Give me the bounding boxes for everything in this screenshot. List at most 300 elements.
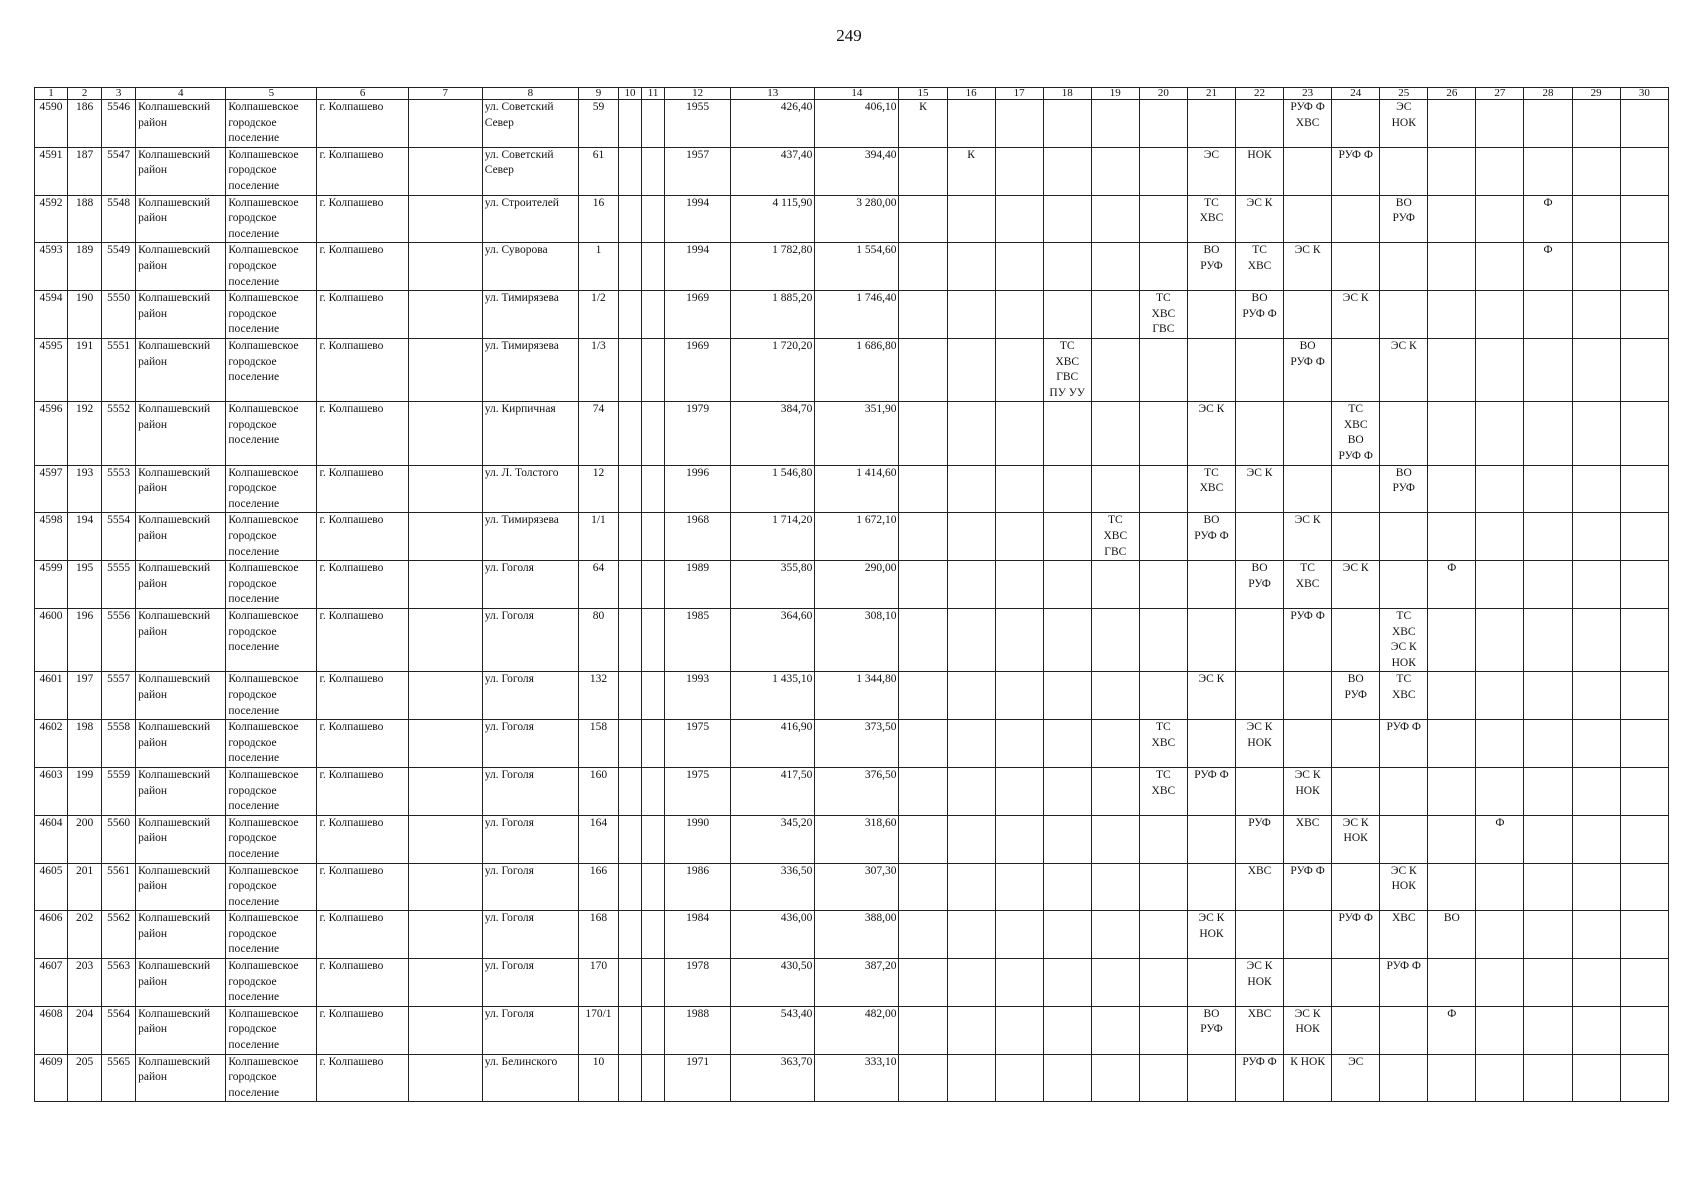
table-cell: ЭС НОК [1380,100,1428,148]
table-cell: ЭС [1187,147,1235,195]
table-cell [642,561,665,609]
column-number: 4 [136,88,226,100]
table-cell [1524,402,1572,465]
table-cell [1572,195,1620,243]
table-cell: 1 672,10 [815,513,899,561]
table-cell: Колпашевский район [136,243,226,291]
table-cell: ул. Строителей [482,195,578,243]
table-cell: 205 [68,1054,102,1102]
table-cell: 194 [68,513,102,561]
table-cell: ЭС К [1284,243,1332,291]
table-cell: ВО РУФ [1332,672,1380,720]
table-cell [1620,1054,1668,1102]
table-cell: 387,20 [815,959,899,1007]
table-cell [899,1054,947,1102]
table-cell [1380,513,1428,561]
table-cell: ул. Тимирязева [482,338,578,401]
table-cell [1476,720,1524,768]
header-row [35,88,1669,100]
table-cell [1572,561,1620,609]
table-cell: 5552 [102,402,136,465]
table-cell [947,291,995,339]
table-cell: Ф [1428,1006,1476,1054]
table-cell: 170 [578,959,618,1007]
table-row [35,767,1669,815]
table-cell: Колпашевский район [136,911,226,959]
table-cell: 197 [68,672,102,720]
table-cell [995,100,1043,148]
table-cell: ул. Кирпичная [482,402,578,465]
table-cell: ул. Советский Север [482,147,578,195]
table-cell: 5565 [102,1054,136,1102]
table-cell [1476,672,1524,720]
table-cell [642,1006,665,1054]
table-cell: 5555 [102,561,136,609]
table-cell [1524,959,1572,1007]
page-number: 249 [836,26,862,45]
table-cell [1091,1006,1139,1054]
table-cell [947,513,995,561]
table-cell: 4607 [35,959,68,1007]
table-cell: г. Колпашево [317,561,408,609]
table-cell [1572,291,1620,339]
table-cell [1428,720,1476,768]
table-cell: 4590 [35,100,68,148]
table-cell [1236,767,1284,815]
table-cell: Колпашевский район [136,720,226,768]
table-cell [1236,338,1284,401]
table-cell [1139,1006,1187,1054]
column-number: 27 [1476,88,1524,100]
table-cell [1572,402,1620,465]
table-cell [408,402,482,465]
table-cell: 186 [68,100,102,148]
table-cell: ул. Гоголя [482,911,578,959]
column-number: 17 [995,88,1043,100]
table-cell: К [947,147,995,195]
table-row [35,720,1669,768]
table-cell [1139,911,1187,959]
table-cell [899,195,947,243]
table-row [35,561,1669,609]
table-cell: РУФ Ф [1380,959,1428,1007]
table-cell [899,338,947,401]
table-cell: 5553 [102,465,136,513]
table-cell [1139,147,1187,195]
table-cell [1476,863,1524,911]
table-cell: ЭС К [1284,513,1332,561]
table-cell [899,243,947,291]
table-cell [947,195,995,243]
table-cell [899,767,947,815]
table-cell: 336,50 [731,863,815,911]
table-cell [1187,863,1235,911]
table-cell: ВО РУФ [1380,195,1428,243]
table-cell [1236,100,1284,148]
table-cell: 4597 [35,465,68,513]
table-cell: 1 746,40 [815,291,899,339]
table-cell [1428,147,1476,195]
table-row [35,672,1669,720]
table-cell [947,402,995,465]
table-cell: ВО [1428,911,1476,959]
table-cell: 5563 [102,959,136,1007]
table-cell [1620,402,1668,465]
table-cell: 12 [578,465,618,513]
column-number: 13 [731,88,815,100]
table-cell [899,815,947,863]
table-cell [1524,672,1572,720]
table-cell [899,513,947,561]
table-cell [1332,863,1380,911]
table-cell: 5562 [102,911,136,959]
table-cell [1284,720,1332,768]
table-row [35,243,1669,291]
table-cell: 64 [578,561,618,609]
table-cell: 437,40 [731,147,815,195]
table-cell: 4603 [35,767,68,815]
table-cell [947,465,995,513]
table-cell: ТС ХВС [1139,720,1187,768]
table-row [35,863,1669,911]
column-number: 12 [665,88,731,100]
column-number: 26 [1428,88,1476,100]
table-cell: ул. Тимирязева [482,291,578,339]
table-cell: 4609 [35,1054,68,1102]
table-cell: 5548 [102,195,136,243]
table-cell [1332,767,1380,815]
table-cell [1620,100,1668,148]
table-cell: Колпашевское городское поселение [226,291,317,339]
table-cell [1139,672,1187,720]
table-cell [1332,1006,1380,1054]
table-cell [1476,243,1524,291]
table-cell [1620,767,1668,815]
table-cell [1043,863,1091,911]
table-cell: ЭС [1332,1054,1380,1102]
table-cell: 388,00 [815,911,899,959]
table-cell: 1994 [665,243,731,291]
table-cell [1380,147,1428,195]
table-cell [642,100,665,148]
table-cell [619,243,642,291]
table-cell: Колпашевское городское поселение [226,609,317,672]
table-cell: ХВС [1380,911,1428,959]
table-cell [1620,338,1668,401]
table-cell: 1993 [665,672,731,720]
table-cell: 394,40 [815,147,899,195]
table-cell [619,863,642,911]
table-cell: ул. Гоголя [482,672,578,720]
table-cell [1476,291,1524,339]
table-cell: Колпашевское городское поселение [226,863,317,911]
table-cell [1091,147,1139,195]
table-cell [1332,195,1380,243]
table-cell: РУФ Ф [1332,147,1380,195]
table-cell [1043,561,1091,609]
table-cell: ВО РУФ [1236,561,1284,609]
table-cell [995,911,1043,959]
table-cell: ВО РУФ [1187,1006,1235,1054]
table-cell [1187,561,1235,609]
table-cell [408,672,482,720]
table-cell [1091,100,1139,148]
table-cell [619,609,642,672]
table-cell [947,767,995,815]
table-cell [1476,561,1524,609]
table-cell: 308,10 [815,609,899,672]
table-cell [995,815,1043,863]
table-cell [947,100,995,148]
table-cell [1476,465,1524,513]
table-cell: ул. Гоголя [482,561,578,609]
table-cell: г. Колпашево [317,100,408,148]
table-cell: Ф [1524,243,1572,291]
table-cell: 543,40 [731,1006,815,1054]
table-cell: Колпашевский район [136,815,226,863]
table-cell: 4605 [35,863,68,911]
table-cell: 1/2 [578,291,618,339]
table-cell [619,100,642,148]
table-cell: ЭС К [1380,338,1428,401]
table-cell: 1 546,80 [731,465,815,513]
table-cell [1620,243,1668,291]
table-cell [619,147,642,195]
table-cell [1043,720,1091,768]
table-cell [1091,338,1139,401]
table-cell [1620,195,1668,243]
table-cell: Колпашевское городское поселение [226,1006,317,1054]
table-cell: г. Колпашево [317,1054,408,1102]
table-cell [1332,513,1380,561]
table-cell [408,911,482,959]
table-cell: 5547 [102,147,136,195]
table-row [35,402,1669,465]
table-cell: 202 [68,911,102,959]
table-cell: 5559 [102,767,136,815]
column-number: 22 [1236,88,1284,100]
table-cell [642,863,665,911]
column-number: 14 [815,88,899,100]
table-cell [1043,465,1091,513]
table-cell: 5557 [102,672,136,720]
table-cell: ТС ХВС [1139,767,1187,815]
table-cell [899,959,947,1007]
table-cell [1284,147,1332,195]
table-cell [1428,402,1476,465]
table-cell: ТС ХВС [1236,243,1284,291]
table-cell [1236,672,1284,720]
table-row [35,609,1669,672]
table-row [35,465,1669,513]
table-cell [899,465,947,513]
table-cell: ул. Белинского [482,1054,578,1102]
table-cell: 166 [578,863,618,911]
table-cell: РУФ Ф [1380,720,1428,768]
table-cell [1620,147,1668,195]
column-number: 10 [619,88,642,100]
table-cell: Колпашевский район [136,513,226,561]
table-cell: г. Колпашево [317,243,408,291]
table-cell: ВО РУФ [1380,465,1428,513]
table-cell: 1 [578,243,618,291]
table-cell [1380,402,1428,465]
table-cell: 1979 [665,402,731,465]
table-cell: ул. Л. Толстого [482,465,578,513]
table-cell [1572,911,1620,959]
table-cell [1091,815,1139,863]
table-cell: ул. Гоголя [482,863,578,911]
table-cell: Колпашевский район [136,561,226,609]
table-cell [995,243,1043,291]
table-cell: 191 [68,338,102,401]
table-cell: 1/3 [578,338,618,401]
column-number: 9 [578,88,618,100]
table-cell: РУФ Ф [1284,609,1332,672]
table-cell: 333,10 [815,1054,899,1102]
table-cell: ЭС К НОК [1187,911,1235,959]
table-cell: 4599 [35,561,68,609]
table-cell [1428,815,1476,863]
table-cell: ЭС К [1236,195,1284,243]
table-cell [947,1006,995,1054]
table-row [35,1054,1669,1102]
table-cell [1139,513,1187,561]
table-cell [947,338,995,401]
column-number: 25 [1380,88,1428,100]
table-cell: Колпашевское городское поселение [226,720,317,768]
table-cell: ТС ХВС ГВС ПУ УУ [1043,338,1091,401]
table-cell: 16 [578,195,618,243]
table-cell [1620,959,1668,1007]
table-cell: Колпашевское городское поселение [226,1054,317,1102]
column-number: 21 [1187,88,1235,100]
table-cell: ТС ХВС [1187,465,1235,513]
table-cell [1572,1006,1620,1054]
table-cell [1091,561,1139,609]
table-cell [1332,609,1380,672]
table-cell [619,465,642,513]
table-cell [947,672,995,720]
table-cell: 195 [68,561,102,609]
table-cell: 187 [68,147,102,195]
table-cell: г. Колпашево [317,147,408,195]
table-cell [1284,465,1332,513]
table-cell: г. Колпашево [317,911,408,959]
table-cell: Колпашевский район [136,465,226,513]
table-cell [642,672,665,720]
table-cell [642,1054,665,1102]
table-cell: 1 414,60 [815,465,899,513]
table-cell [1236,513,1284,561]
table-cell: ЭС К [1236,465,1284,513]
table-cell: 5556 [102,609,136,672]
column-number: 15 [899,88,947,100]
table-cell [899,402,947,465]
table-cell: ул. Гоголя [482,767,578,815]
table-cell: ЭС К [1187,402,1235,465]
table-cell: г. Колпашево [317,959,408,1007]
table-cell: 376,50 [815,767,899,815]
table-cell [1380,767,1428,815]
table-cell [1380,1006,1428,1054]
table-cell [1620,815,1668,863]
table-cell: г. Колпашево [317,720,408,768]
table-cell [642,959,665,1007]
table-cell: 426,40 [731,100,815,148]
table-cell: г. Колпашево [317,513,408,561]
table-cell: 188 [68,195,102,243]
table-cell [1139,561,1187,609]
table-cell: Ф [1428,561,1476,609]
table-cell: НОК [1236,147,1284,195]
table-row [35,513,1669,561]
table-cell [642,291,665,339]
table-cell [899,720,947,768]
table-cell: ЭС К НОК [1332,815,1380,863]
table-cell [1428,863,1476,911]
table-cell [899,609,947,672]
table-cell: Колпашевское городское поселение [226,815,317,863]
table-cell [1524,815,1572,863]
table-cell [1284,672,1332,720]
table-cell [1524,609,1572,672]
table-cell: 5546 [102,100,136,148]
table-cell: 5554 [102,513,136,561]
column-number: 16 [947,88,995,100]
table-cell [1428,291,1476,339]
table-cell: 1968 [665,513,731,561]
table-cell [1572,513,1620,561]
table-cell [619,767,642,815]
table-cell [899,561,947,609]
table-row [35,815,1669,863]
table-cell [899,1006,947,1054]
table-cell: ТС ХВС [1187,195,1235,243]
table-cell: Колпашевское городское поселение [226,767,317,815]
table-cell [1091,291,1139,339]
table-cell: ул. Тимирязева [482,513,578,561]
table-row [35,195,1669,243]
table-cell: 1984 [665,911,731,959]
table-cell: ТС ХВС ГВС [1139,291,1187,339]
column-number: 18 [1043,88,1091,100]
table-cell [1524,561,1572,609]
table-cell [1572,243,1620,291]
table-cell: ЭС К НОК [1284,767,1332,815]
table-cell: 416,90 [731,720,815,768]
table-cell [1284,291,1332,339]
table-cell: Колпашевский район [136,672,226,720]
table-cell [1284,959,1332,1007]
table-cell [408,959,482,1007]
table-cell [1187,291,1235,339]
table-cell: г. Колпашево [317,291,408,339]
table-cell [1187,1054,1235,1102]
table-cell [1572,959,1620,1007]
table-cell: ХВС [1236,863,1284,911]
table-cell [1428,672,1476,720]
column-number: 8 [482,88,578,100]
table-cell: 201 [68,863,102,911]
table-cell: 1/1 [578,513,618,561]
table-cell [1572,815,1620,863]
table-cell: ХВС [1236,1006,1284,1054]
table-cell [1524,911,1572,959]
table-cell [1572,720,1620,768]
table-cell [1091,911,1139,959]
table-cell [408,100,482,148]
